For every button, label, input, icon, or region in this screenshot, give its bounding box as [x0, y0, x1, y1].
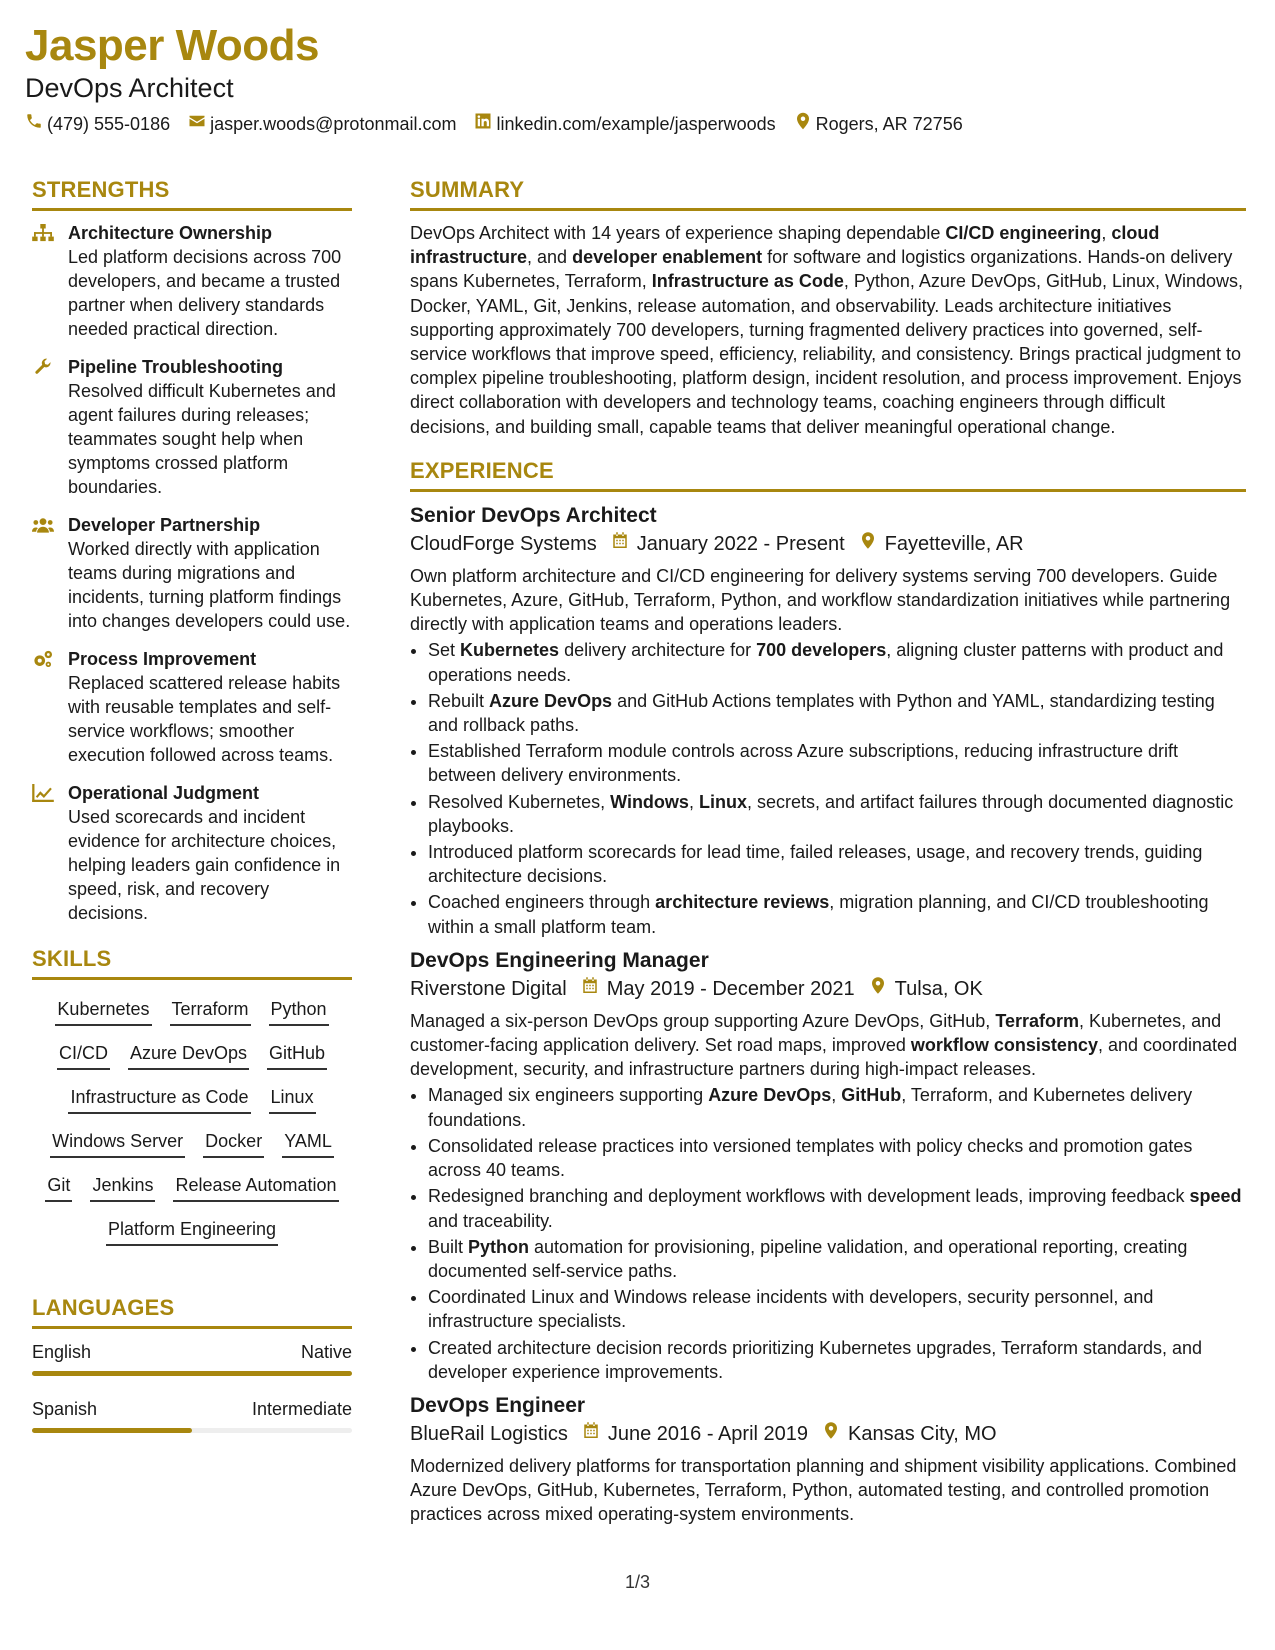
skill-tag: Windows Server [50, 1128, 185, 1158]
language-level: Native [300, 1342, 352, 1362]
job-location: Fayetteville, AR [884, 532, 1024, 555]
text-run: Managed six engineers supporting [428, 1085, 709, 1106]
linkedin-text[interactable]: linkedin.com/example/jasperwoods [496, 114, 776, 134]
language-row [32, 1339, 352, 1365]
skills-list [32, 990, 352, 1246]
bold-text: CI/CD engineering [945, 223, 1102, 243]
skill-tag: Docker [203, 1128, 264, 1158]
job-company: Riverstone Digital [410, 977, 567, 1000]
job-company: BlueRail Logistics [410, 1422, 568, 1445]
bold-text: workflow consistency [910, 1035, 1098, 1056]
language-bar [32, 1428, 352, 1433]
job-bullets [410, 1083, 1246, 1383]
job-meta [410, 1420, 1246, 1448]
text-run: Established Terraform module controls across Azure subscriptions, reducing infrastructure drift between delivery environments. [428, 741, 1178, 786]
job-entry [410, 947, 1246, 1384]
languages-heading: LANGUAGES [32, 1294, 352, 1329]
skills-heading: SKILLS [32, 945, 352, 980]
skill-tag: Linux [269, 1084, 316, 1114]
job-title: DevOps Engineering Manager [410, 948, 709, 972]
linkedin-icon [474, 112, 492, 136]
bold-text: Windows [610, 791, 689, 812]
bullet-item [428, 1184, 1246, 1232]
bullet-item [428, 638, 1246, 686]
strength-title: Pipeline Troubleshooting [68, 357, 284, 377]
gears-icon [32, 647, 56, 767]
contact-bar [25, 112, 963, 136]
skill-tag: Azure DevOps [128, 1040, 249, 1070]
strength-item [32, 781, 352, 925]
contact-email[interactable] [188, 112, 456, 136]
map-pin-icon [855, 975, 895, 1003]
bullet-item [428, 1336, 1246, 1384]
skill-tag: CI/CD [57, 1040, 110, 1070]
skill-tag: YAML [282, 1128, 334, 1158]
page-number: 1/3 [624, 1572, 651, 1592]
skill-tag: Platform Engineering [106, 1216, 278, 1246]
wrench-icon [32, 355, 56, 499]
calendar-icon [568, 1420, 608, 1448]
strength-body [68, 781, 352, 925]
skill-tag: Infrastructure as Code [68, 1084, 250, 1114]
text-run: Resolved Kubernetes, [428, 791, 611, 812]
phone-icon [25, 112, 43, 136]
bullet-item [428, 739, 1246, 787]
job-description [410, 1009, 1246, 1082]
users-icon [32, 513, 56, 633]
phone-text: (479) 555-0186 [47, 114, 171, 134]
text-run: Introduced platform scorecards for lead time, failed releases, usage, and recovery trends, guiding architecture decisions. [428, 842, 1203, 887]
bold-text: Azure DevOps [489, 690, 613, 711]
job-dates: January 2022 - Present [636, 532, 845, 555]
text-run: Built [428, 1236, 469, 1257]
text-run: Coached engineers through [428, 892, 656, 913]
job-dates: May 2019 - December 2021 [606, 977, 855, 1000]
sitemap-icon [32, 221, 56, 341]
text-run: DevOps Architect with 14 years of experience shaping dependable [410, 223, 946, 243]
bullet-item [428, 890, 1246, 938]
language-item [32, 1396, 352, 1433]
language-bar-fill [32, 1371, 352, 1376]
job-meta [410, 975, 1246, 1003]
summary-heading: SUMMARY [410, 176, 1246, 211]
strength-item [32, 647, 352, 767]
job-title: Senior DevOps Architect [410, 503, 657, 527]
text-run: Set [428, 640, 461, 661]
skill-tag: Git [45, 1172, 72, 1202]
language-bar-fill [32, 1428, 192, 1433]
strength-description: Led platform decisions across 700 developers, and became a trusted partner when delivery standards needed practical direction. [68, 247, 342, 339]
strength-description: Replaced scattered release habits with reusable templates and self-service workflows; smoother execution followed across teams. [68, 673, 341, 765]
candidate-name: Jasper Woods [25, 21, 319, 70]
job-meta [410, 530, 1246, 558]
email-text[interactable]: jasper.woods@protonmail.com [210, 114, 457, 134]
text-run: , [688, 791, 699, 812]
job-entry [410, 502, 1246, 939]
job-dates: June 2016 - April 2019 [607, 1422, 809, 1445]
text-run: Consolidated release practices into versioned templates with policy checks and promotion gates across 40 teams. [428, 1135, 1193, 1181]
skill-tag: Python [269, 996, 329, 1026]
contact-phone [25, 112, 170, 136]
strength-body [68, 513, 352, 633]
bullet-item [428, 790, 1246, 838]
bold-text: Kubernetes [460, 640, 560, 661]
bold-text: Azure DevOps [708, 1085, 832, 1106]
chart-line-icon [32, 781, 56, 925]
job-location: Tulsa, OK [894, 977, 983, 1000]
job-title: DevOps Engineer [410, 1393, 586, 1417]
text-run: , secrets, and artifact failures through documented diagnostic playbooks. [428, 791, 1234, 836]
text-run: , Terraform, and Kubernetes delivery foundations. [428, 1085, 1193, 1130]
calendar-icon [567, 975, 607, 1003]
strength-body [68, 647, 352, 767]
skill-tag: GitHub [267, 1040, 327, 1070]
languages-list [32, 1339, 352, 1433]
text-run: , Kubernetes, and customer-facing application delivery. Set road maps, improved [410, 1010, 1222, 1056]
right-column [410, 176, 1246, 1535]
strength-description: Worked directly with application teams during migrations and incidents, turning platform findings into changes developers could use. [68, 539, 351, 631]
map-pin-icon [794, 112, 812, 136]
contact-location [794, 112, 963, 136]
job-description [410, 564, 1246, 637]
bold-text: Python [468, 1236, 530, 1257]
text-run: for software and logistics organizations. Hands-on delivery spans Kubernetes, Terraform, [410, 247, 1233, 292]
job-company: CloudForge Systems [410, 532, 597, 555]
contact-linkedin[interactable] [474, 112, 775, 136]
bold-text: Terraform [995, 1010, 1080, 1031]
bold-text: speed [1189, 1186, 1242, 1207]
text-run: , [1101, 223, 1112, 243]
text-run: , Python, Azure DevOps, GitHub, Linux, Windows, Docker, YAML, Git, Jenkins, release automation, and observability. Leads architecture initiatives supporting approximately 700 developers, turning fragmented delivery practices into governed, self-service workflows that improve speed, efficiency, reliability, and consistency. Brings practical judgment to complex pipeline troubleshooting, platform design, incident resolution, and process improvement. Enjoys direct collaboration with developers and technology teams, coaching engineers through difficult decisions, and building small, capable teams that deliver meaningful operational change. [410, 271, 1244, 437]
left-column [32, 176, 352, 1453]
bold-text: GitHub [841, 1085, 902, 1106]
strengths-list [32, 221, 352, 925]
bullet-item [428, 689, 1246, 737]
strength-title: Operational Judgment [68, 783, 260, 803]
summary-text [410, 221, 1246, 439]
strength-description: Used scorecards and incident evidence for architecture choices, helping leaders gain confidence in speed, risk, and recovery decisions. [68, 807, 341, 923]
map-pin-icon [845, 530, 885, 558]
text-run: , and [527, 247, 573, 268]
text-run: , and coordinated development, security, and infrastructure partners during high-impact releases. [410, 1035, 1238, 1080]
skill-tag: Release Automation [173, 1172, 338, 1202]
text-run: delivery architecture for [559, 640, 757, 661]
experience-heading: EXPERIENCE [410, 457, 1246, 492]
bold-text: Infrastructure as Code [651, 271, 844, 292]
calendar-icon [597, 530, 637, 558]
language-row [32, 1396, 352, 1422]
bullet-item [428, 840, 1246, 888]
bullet-item [428, 1235, 1246, 1283]
bold-text: Linux [698, 791, 747, 812]
job-entry [410, 1392, 1246, 1527]
job-location: Kansas City, MO [848, 1422, 997, 1445]
text-run: Redesigned branching and deployment workflows with development leads, improving feedback [428, 1186, 1190, 1207]
text-run: and GitHub Actions templates with Python and YAML, standardizing testing and rollback paths. [428, 690, 1215, 736]
bold-text: developer enablement [572, 247, 763, 268]
text-run: , aligning cluster patterns with product and operations needs. [428, 640, 1224, 685]
job-bullets [410, 638, 1246, 938]
language-item [32, 1339, 352, 1376]
job-description [410, 1454, 1246, 1527]
bold-text: cloud infrastructure [410, 223, 1160, 268]
map-pin-icon [808, 1420, 848, 1448]
strength-item [32, 355, 352, 499]
text-run: Managed a six-person DevOps group supporting Azure DevOps, GitHub, [410, 1010, 996, 1031]
text-run: , migration planning, and CI/CD troubleshooting within a small platform team. [428, 892, 1209, 937]
language-level: Intermediate [251, 1399, 352, 1419]
location-text: Rogers, AR 72756 [815, 114, 963, 134]
jobs-list [410, 502, 1246, 1527]
text-run: automation for provisioning, pipeline validation, and operational reporting, creating documented self-service paths. [428, 1236, 1188, 1281]
language-name: Spanish [32, 1399, 98, 1419]
text-run: , [831, 1085, 842, 1106]
candidate-title: DevOps Architect [25, 73, 234, 103]
bold-text: 700 developers [756, 640, 887, 661]
bullet-item [428, 1134, 1246, 1182]
language-name: English [32, 1342, 92, 1362]
strength-item [32, 513, 352, 633]
skill-tag: Terraform [170, 996, 251, 1026]
strength-body [68, 221, 352, 341]
skill-tag: Jenkins [90, 1172, 155, 1202]
bullet-item [428, 1285, 1246, 1333]
strength-title: Developer Partnership [68, 515, 261, 535]
strength-title: Architecture Ownership [68, 223, 273, 243]
envelope-icon [188, 112, 206, 136]
skill-tag: Kubernetes [55, 996, 151, 1026]
text-run: Own platform architecture and CI/CD engineering for delivery systems serving 700 developers. Guide Kubernetes, Azure, GitHub, Terraform, Python, and workflow standardization initiatives while partnering directly with application teams and operations leaders. [410, 565, 1231, 635]
text-run: and traceability. [428, 1210, 553, 1231]
strength-body [68, 355, 352, 499]
text-run: Rebuilt [428, 690, 490, 711]
language-bar [32, 1371, 352, 1376]
strength-description: Resolved difficult Kubernetes and agent failures during releases; teammates sought help when symptoms crossed platform boundaries. [68, 381, 336, 497]
bold-text: architecture reviews [655, 892, 830, 913]
text-run: Modernized delivery platforms for transportation planning and shipment visibility applications. Combined Azure DevOps, GitHub, Kubernetes, Terraform, Python, automated testing, and controlled promotion practices across mixed operating-system environments. [410, 1455, 1237, 1525]
strength-item [32, 221, 352, 341]
text-run: Coordinated Linux and Windows release incidents with developers, security personnel, and infrastructure specialists. [428, 1287, 1154, 1332]
strength-title: Process Improvement [68, 649, 257, 669]
text-run: Created architecture decision records prioritizing Kubernetes upgrades, Terraform standards, and developer experience improvements. [428, 1337, 1203, 1382]
bullet-item [428, 1083, 1246, 1131]
strengths-heading: STRENGTHS [32, 176, 352, 211]
